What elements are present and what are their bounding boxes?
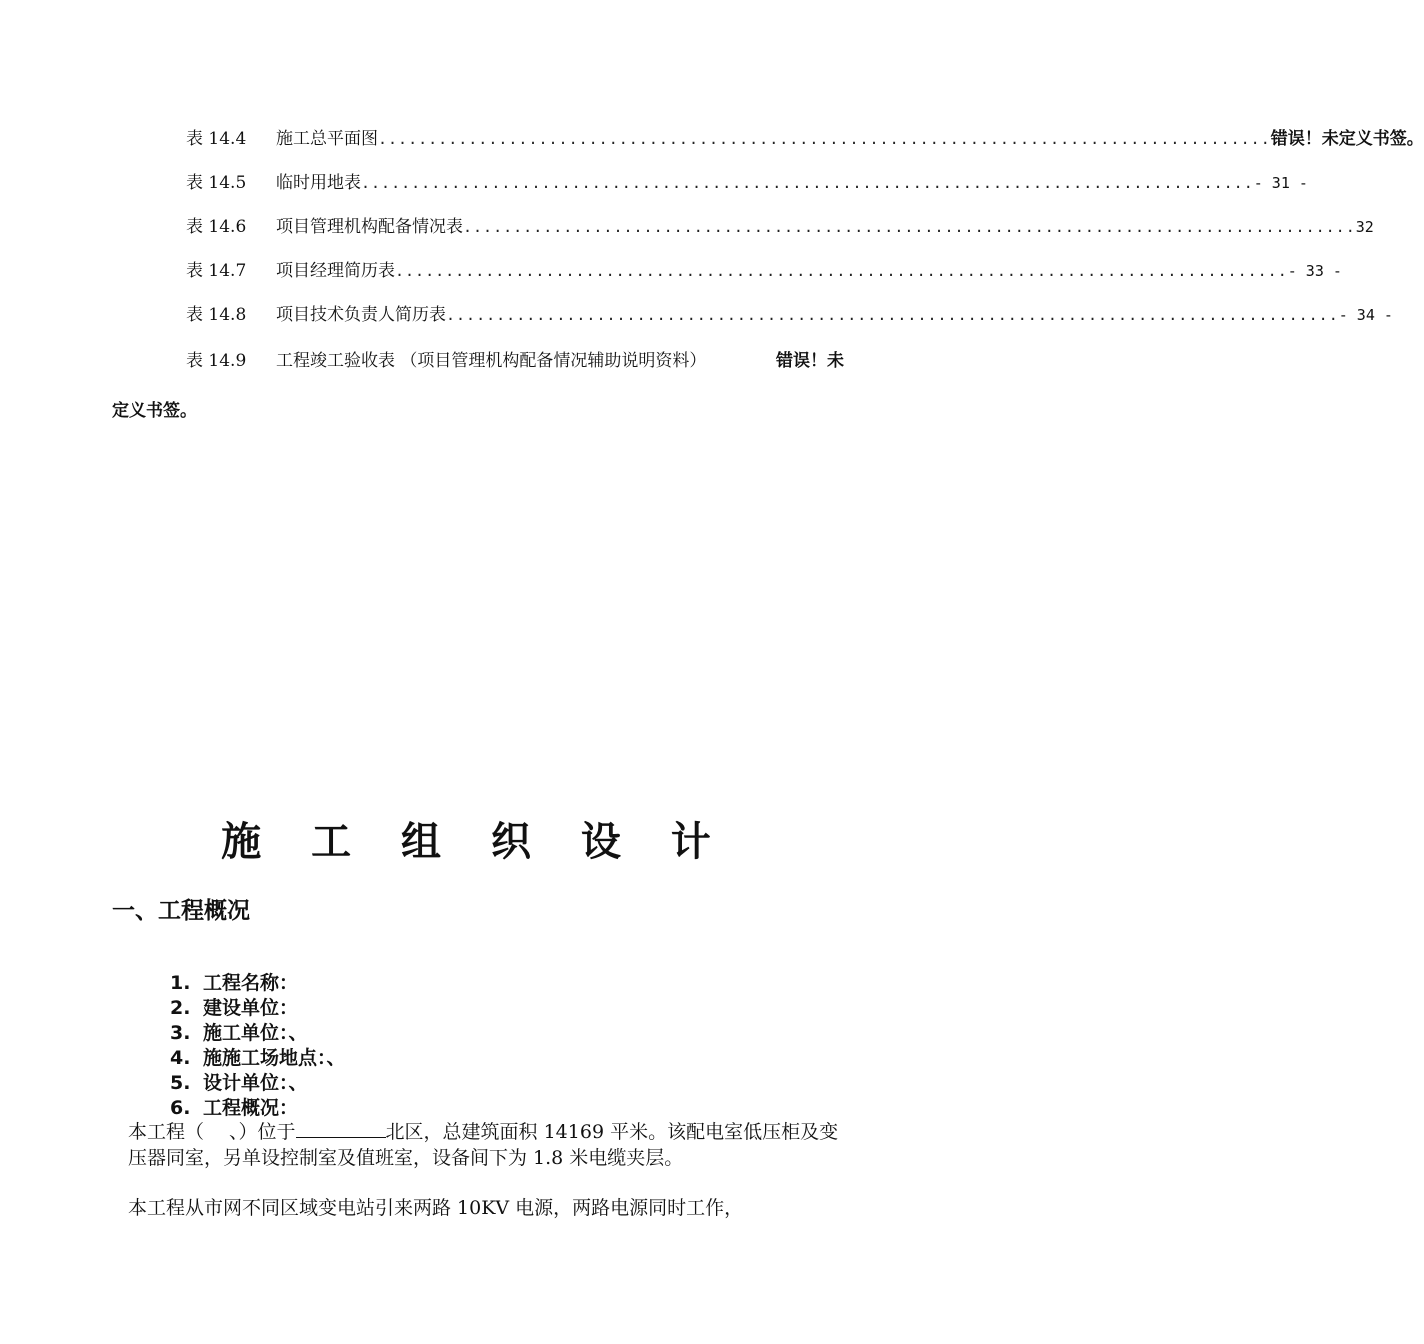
toc-row-3 (186, 256, 1342, 282)
overview-paragraph-2: 本工程从市网不同区域变电站引来两路 10KV 电源，两路电源同时工作， (128, 1197, 744, 1219)
overview-paragraph-1: 本工程（ 、）位于 北区，总建筑面积 14169 平米。该配电室低压柜及变压器同室，另单设控制室及值班室，设备间下为 1.8 米电缆夹层。 (128, 1121, 839, 1169)
toc-leader: ......................................................................................... (395, 262, 1288, 280)
blank-underline (296, 1119, 386, 1138)
list-item: 5. 设计单位：、 (170, 1072, 308, 1094)
toc-page: - 33 - (1287, 262, 1342, 280)
toc-leader: ......................................................................................... (463, 218, 1356, 236)
list-item: 3. 施工单位：、 (170, 1022, 308, 1044)
toc-number: 表 14.6 (186, 217, 247, 237)
toc-error-end: 定义书签。 (112, 401, 197, 421)
toc-title: 项目经理简历表 (276, 261, 395, 281)
toc-number: 表 14.8 (186, 305, 247, 325)
toc-row-4 (186, 300, 1393, 326)
toc-number: 表 14.7 (186, 261, 247, 281)
toc-leader: ......................................................................................... (446, 306, 1339, 324)
toc-leader: ......................................................................................... (378, 130, 1271, 148)
toc-leader: ......................................................................................... (361, 174, 1254, 192)
toc-number: 表 14.5 (186, 173, 247, 193)
list-item: 4. 施施工场地点：、 (170, 1047, 346, 1069)
main-title: 施 工 组 织 设 计 (221, 819, 729, 865)
toc-error-start: 错误！未 (776, 351, 844, 371)
toc-row-1 (186, 168, 1308, 194)
list-item: 1. 工程名称： (170, 972, 299, 994)
list-item: 6. 工程概况： (170, 1097, 299, 1119)
toc-number: 表 14.4 (186, 129, 247, 149)
list-item: 2. 建设单位： (170, 997, 299, 1019)
toc-title: 项目技术负责人简历表 (276, 305, 446, 325)
toc-row-2 (186, 212, 1374, 238)
toc-title: 施工总平面图 (276, 129, 378, 149)
toc-row-5 (186, 346, 844, 371)
project-info-list (170, 968, 346, 1118)
toc-title: 工程竣工验收表 （项目管理机构配备情况辅助说明资料） (276, 351, 707, 371)
toc-title: 项目管理机构配备情况表 (276, 217, 463, 237)
toc-row-0 (186, 124, 1424, 150)
toc-title: 临时用地表 (276, 173, 361, 193)
toc-page: 32 (1355, 218, 1374, 236)
toc-page: - 34 - (1338, 306, 1393, 324)
section-title: 一、工程概况 (112, 898, 250, 924)
toc-page: - 31 - (1253, 174, 1308, 192)
toc-page: 错误！未定义书签。 (1270, 129, 1424, 149)
toc-number: 表 14.9 (186, 351, 247, 371)
